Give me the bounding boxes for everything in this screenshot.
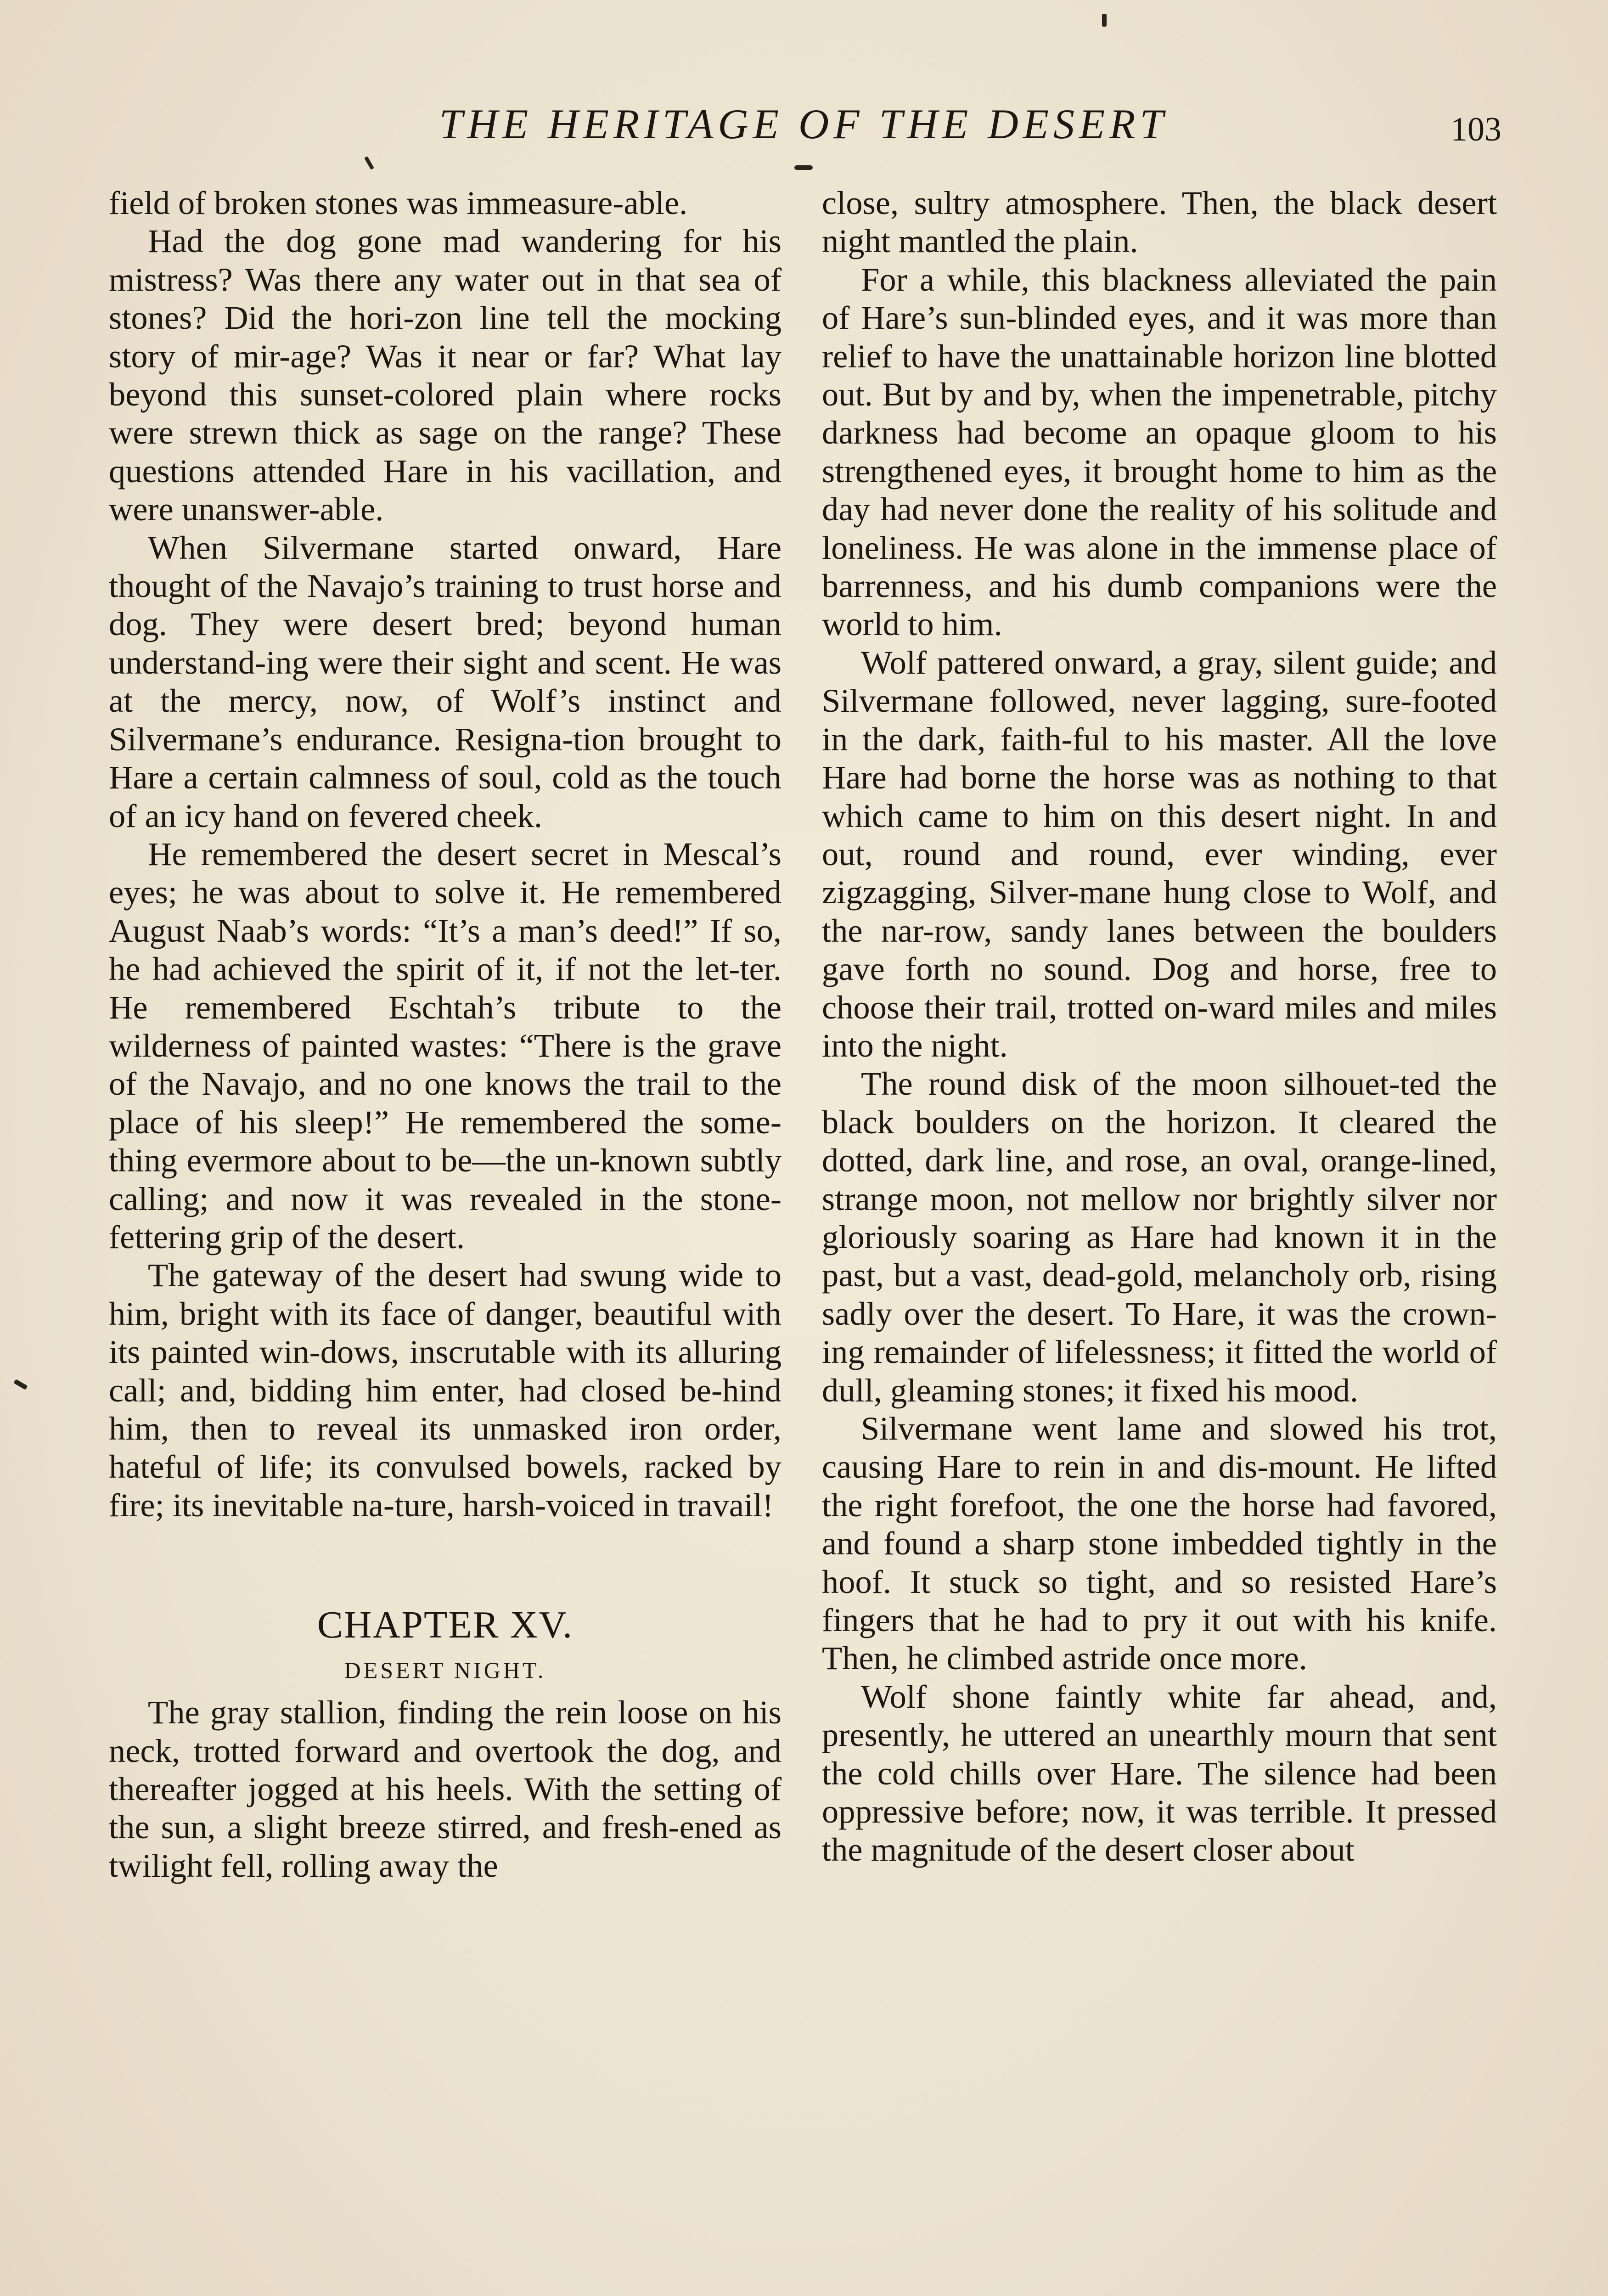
page-number: 103: [1451, 111, 1501, 148]
ink-speck: [1102, 14, 1107, 27]
chapter-subtitle: DESERT NIGHT.: [344, 1657, 546, 1683]
ink-speck: [14, 1379, 28, 1390]
paragraph: close, sultry atmosphere. Then, the black desert night mantled the plain.: [822, 184, 1497, 260]
paragraph: field of broken stones was immeasure-able.: [109, 184, 688, 221]
paragraph: Had the dog gone mad wandering for his mistress? Was there any water out in that sea of stones? Did the hori-zon line tell the mocking story of mir-age? Was it near or far? What lay beyond this sunset-colored plain where rocks were strewn thick as sage on the range? These questions attended Hare in his vacillation, and were unanswer-able.: [109, 222, 782, 528]
paragraph: Wolf pattered onward, a gray, silent guide; and Silvermane followed, never lagging, sure-footed in the dark, faith-ful to his master. All the love Hare had borne the horse was as nothing to that which came to him on this desert night. In and out, round and round, ever winding, ever zigzagging, Silver-mane hung close to Wolf, and the nar-row, sandy lanes between the boulders gave forth no sound. Dog and horse, free to choose their trail, trotted on-ward miles and miles into the night.: [822, 643, 1497, 1064]
ink-speck: [364, 156, 374, 170]
running-title: THE HERITAGE OF THE DESERT: [439, 101, 1168, 147]
paragraph: When Silvermane started onward, Hare thought of the Navajo’s training to trust horse and dog. They were desert bred; beyond human understand-ing were their sight and scent. He was at the mercy, now, of Wolf’s instinct and Silvermane’s endurance. Resigna-tion brought to Hare a certain calmness of soul, cold as the touch of an icy hand on fevered cheek.: [109, 529, 782, 834]
paragraph: He remembered the desert secret in Mescal’s eyes; he was about to solve it. He remembered August Naab’s words: “It’s a man’s deed!” If so, he had achieved the spirit of it, if not the let-ter. He remembered Eschtah’s tribute to the wilderness of painted wastes: “There is the grave of the Navajo, and no one knows the trail to the place of his sleep!” He remembered the some-thing evermore about to be—the un-known subtly calling; and now it was revealed in the stone-fettering grip of the desert.: [109, 835, 782, 1255]
left-column: [109, 184, 782, 1885]
right-column: [822, 184, 1497, 1869]
ink-speck: [794, 165, 813, 170]
paragraph: For a while, this blackness alleviated the pain of Hare’s sun-blinded eyes, and it was more than relief to have the unattainable horizon line blotted out. But by and by, when the impenetrable, pitchy darkness had become an opaque gloom to his strengthened eyes, it brought home to him as the day had never done the reality of his solitude and loneliness. He was alone in the immense place of barrenness, and his dumb companions were the world to him.: [822, 260, 1497, 643]
paragraph: The round disk of the moon silhouet-ted the black boulders on the horizon. It cleared the dotted, dark line, and rose, an oval, orange-lined, strange moon, not mellow nor brightly silver nor gloriously soaring as Hare had known it in the past, but a vast, dead-gold, melancholy orb, rising sadly over the desert. To Hare, it was the crown-ing remainder of lifelessness; it fitted the world of dull, gleaming stones; it fixed his mood.: [822, 1065, 1497, 1409]
paragraph: The gray stallion, finding the rein loose on his neck, trotted forward and overtook the dog, and thereafter jogged at his heels. With the setting of the sun, a slight breeze stirred, and fresh-ened as twilight fell, rolling away the: [109, 1694, 782, 1884]
paragraph: Wolf shone faintly white far ahead, and, presently, he uttered an unearthly mourn that sent the cold chills over Hare. The silence had been oppressive before; now, it was terrible. It pressed the magnitude of the desert closer about: [822, 1677, 1497, 1868]
chapter-heading: CHAPTER XV.: [317, 1604, 573, 1647]
paragraph: The gateway of the desert had swung wide to him, bright with its face of danger, beautiful with its painted win-dows, inscrutable with its alluring call; and, bidding him enter, had closed be-hind him, then to reveal its unmasked iron order, hateful of life; its convulsed bowels, racked by fire; its inevitable na-ture, harsh-voiced in travail!: [109, 1256, 782, 1524]
page-header: [0, 99, 1608, 149]
paragraph: Silvermane went lame and slowed his trot, causing Hare to rein in and dis-mount. He lifted the right forefoot, the one the horse had favored, and found a sharp stone imbedded tightly in the hoof. It stuck so tight, and so resisted Hare’s fingers that he had to pry it out with his knife. Then, he climbed astride once more.: [822, 1410, 1497, 1677]
